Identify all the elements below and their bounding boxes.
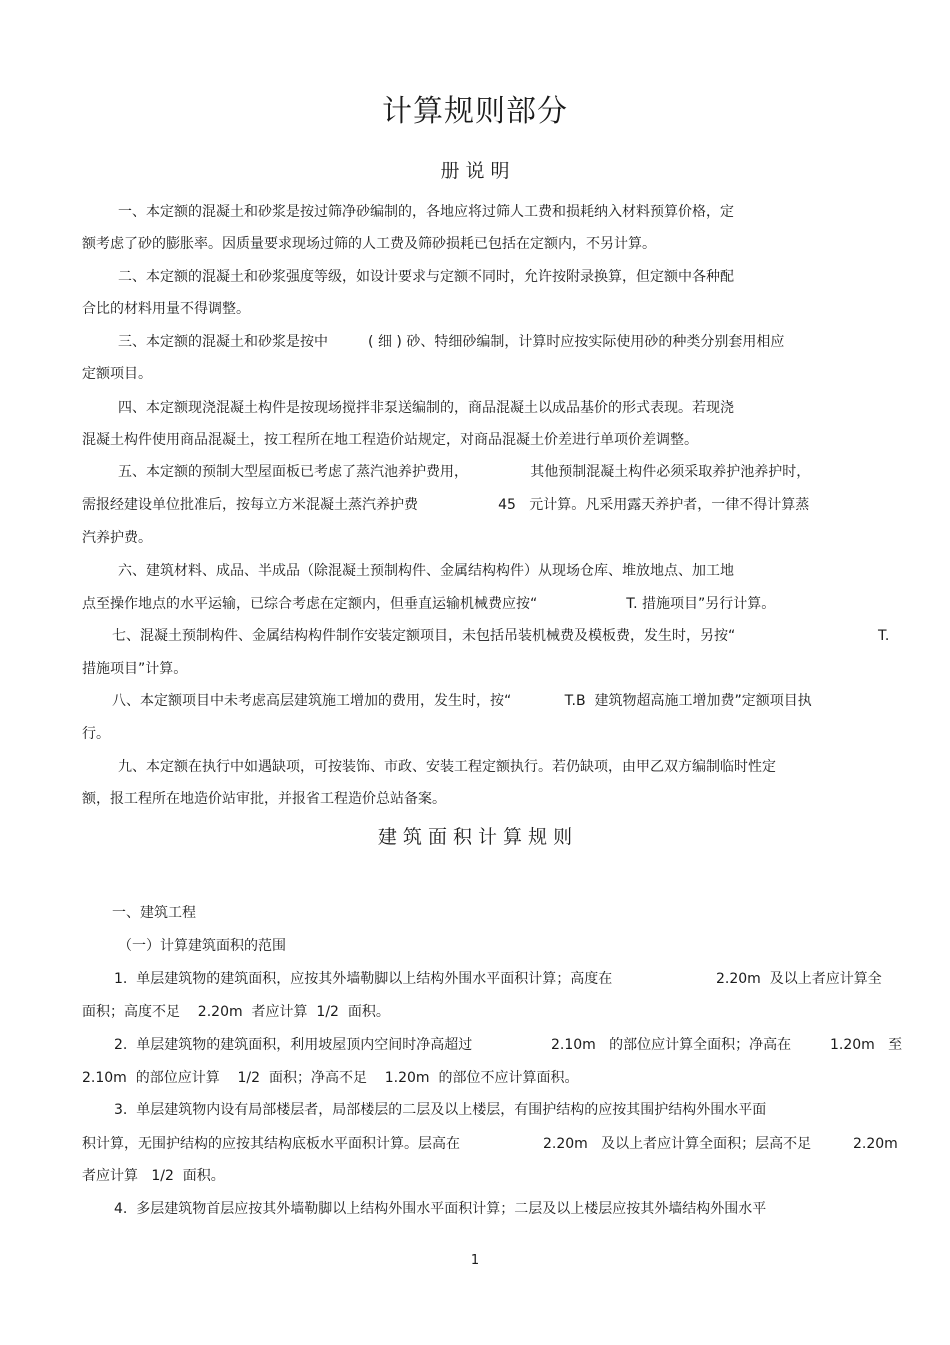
paragraph-line: 七、混凝土预制构件、金属结构构件制作安装定额项目，未包括吊装机械费及模板费，发生时，另按“: [112, 628, 736, 644]
paragraph-line: 九、本定额在执行中如遇缺项，可按装饰、市政、安装工程定额执行。若仍缺项，由甲乙双方编制临时性定: [118, 759, 776, 775]
paragraph-line: 六、建筑材料、成品、半成品（除混凝土预制构件、金属结构构件）从现场仓库、堆放地点、加工地: [118, 563, 734, 579]
paragraph-line: 者应计算 1/2 面积。: [82, 1168, 225, 1184]
paragraph-line: 额，报工程所在地造价站审批，并报省工程造价总站备案。: [82, 791, 446, 807]
paragraph-line: 点至操作地点的水平运输，已综合考虑在定额内，但垂直运输机械费应按“ T. 措施项目”另行计算。: [82, 596, 776, 612]
section-title-notes: 册 说 明: [440, 160, 510, 182]
paragraph-line: 定额项目。: [82, 366, 152, 382]
paragraph-line: 合比的材料用量不得调整。: [82, 301, 250, 317]
document-title: 计算规则部分: [382, 94, 568, 129]
paragraph-line: 需报经建设单位批准后，按每立方米混凝土蒸汽养护费 45 元计算。凡采用露天养护者，一律不得计算蒸: [82, 497, 810, 513]
paragraph-line: 2.20m: [853, 1136, 898, 1152]
paragraph-line: 措施项目”计算。: [82, 661, 188, 677]
paragraph-line: 混凝土构件使用商品混凝土，按工程所在地工程造价站规定，对商品混凝土价差进行单项价差调整。: [82, 432, 698, 448]
paragraph-line: 2.10m 的部位应计算 1/2 面积；净高不足 1.20m 的部位不应计算面积。: [82, 1070, 579, 1086]
paragraph-line: 三、本定额的混凝土和砂浆是按中 ( 细 ) 砂、特细砂编制，计算时应按实际使用砂的种类分别套用相应: [118, 334, 785, 350]
section-title-area-rules: 建 筑 面 积 计 算 规 则: [377, 826, 573, 848]
paragraph-line: 四、本定额现浇混凝土构件是按现场搅拌非泵送编制的，商品混凝土以成品基价的形式表现。若现浇: [118, 400, 734, 416]
paragraph-line: 2.20m 及以上者应计算全面积；层高不足: [543, 1136, 812, 1152]
paragraph-line: 五、本定额的预制大型屋面板已考虑了蒸汽池养护费用， 其他预制混凝土构件必须采取养护池养护时，: [118, 464, 811, 480]
paragraph-line: 额考虑了砂的膨胀率。因质量要求现场过筛的人工费及筛砂损耗已包括在定额内，不另计算。: [82, 236, 656, 252]
paragraph-line: 面积；高度不足 2.20m 者应计算 1/2 面积。: [82, 1004, 390, 1020]
paragraph-line: 一、本定额的混凝土和砂浆是按过筛净砂编制的，各地应将过筛人工费和损耗纳入材料预算价格，定: [118, 204, 734, 220]
paragraph-line: 3. 单层建筑物内设有局部楼层者，局部楼层的二层及以上楼层，有围护结构的应按其围护结构外围水平面: [114, 1102, 767, 1118]
paragraph-line: 行。: [82, 726, 110, 742]
paragraph-line: 2.20m 及以上者应计算全: [716, 971, 882, 987]
paragraph-line: 4. 多层建筑物首层应按其外墙勒脚以上结构外围水平面积计算；二层及以上楼层应按其外墙结构外围水平: [114, 1201, 767, 1217]
paragraph-line: 1. 单层建筑物的建筑面积，应按其外墙勒脚以上结构外围水平面积计算；高度在: [114, 971, 613, 987]
page-number: 1: [470, 1253, 480, 1268]
paragraph-line: 2.10m 的部位应计算全面积；净高在: [551, 1037, 792, 1053]
paragraph-line: （一）计算建筑面积的范围: [118, 938, 286, 954]
paragraph-line: 2. 单层建筑物的建筑面积，利用坡屋顶内空间时净高超过: [114, 1037, 473, 1053]
paragraph-line: 汽养护费。: [82, 530, 152, 546]
paragraph-line: 1.20m 至: [830, 1037, 903, 1053]
paragraph-line: T.: [878, 628, 890, 644]
paragraph-line: 一、建筑工程: [112, 905, 196, 921]
paragraph-line: 八、本定额项目中未考虑高层建筑施工增加的费用，发生时，按“ T.B 建筑物超高施工增加费”定额项目执: [112, 693, 812, 709]
paragraph-line: 积计算，无围护结构的应按其结构底板水平面积计算。层高在: [82, 1136, 460, 1152]
paragraph-line: 二、本定额的混凝土和砂浆强度等级，如设计要求与定额不同时，允许按附录换算，但定额中各种配: [118, 269, 734, 285]
